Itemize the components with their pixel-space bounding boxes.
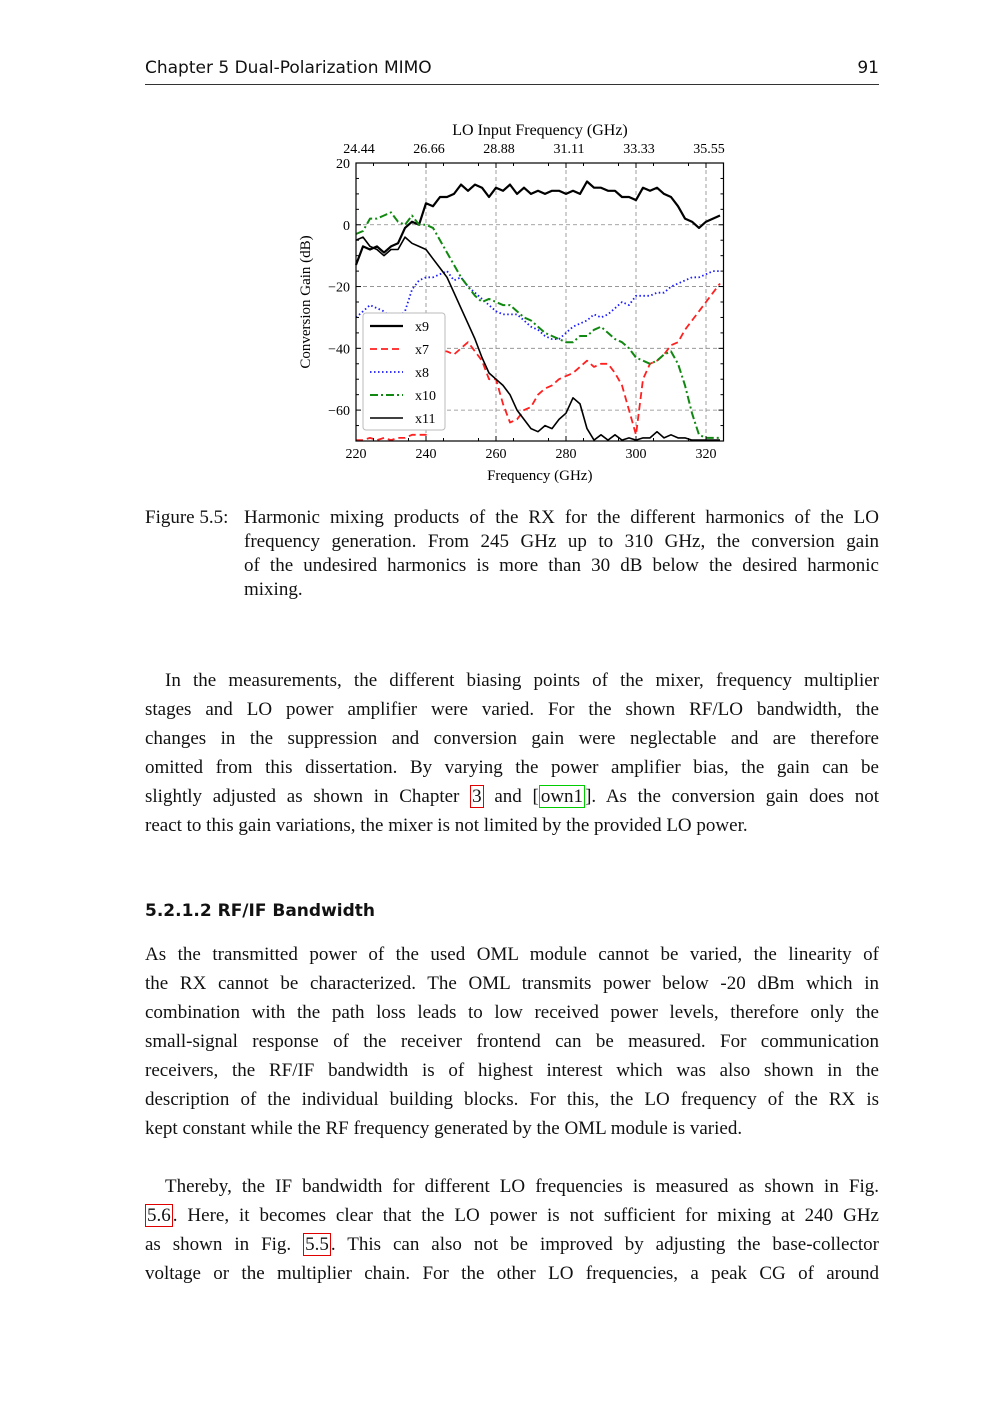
text-line (145, 786, 879, 808)
y-tick-label: −40 (328, 342, 350, 358)
caption-line: of the undesired harmonics is more than 30 dB below the desired harmonic (244, 555, 879, 576)
x-tick-label: 240 (415, 447, 437, 462)
x-tick-label: 320 (695, 447, 717, 462)
running-header-chapter: Chapter 5 Dual-Polarization MIMO (145, 58, 432, 78)
text: ]. As the conversion gain does not (585, 786, 879, 807)
figure-label: Figure 5.5: (145, 507, 229, 528)
text-line (145, 1234, 879, 1256)
top-x-axis-label: LO Input Frequency (GHz) (452, 122, 628, 139)
legend-label: x9 (415, 320, 429, 335)
top-x-tick-label: 28.88 (483, 142, 515, 157)
caption-line: mixing. (244, 579, 303, 600)
text-line: Thereby, the IF bandwidth for different LO frequencies is measured as shown in Fig. (165, 1176, 879, 1197)
text-line: changes in the suppression and conversion gain were neglectable and are therefore (145, 728, 879, 749)
text-line: As the transmitted power of the used OML module cannot be varied, the linearity of (145, 944, 879, 965)
y-tick-label: −20 (328, 280, 350, 296)
text: . This can also not be improved by adjusting the base-collector (330, 1234, 879, 1255)
y-tick-label: −60 (328, 404, 350, 420)
text: as shown in Fig. (145, 1234, 304, 1255)
text-line: the RX cannot be characterized. The OML transmits power below -20 dBm which in (145, 973, 879, 994)
page-number: 91 (857, 58, 879, 78)
text-line: small-signal response of the receiver frontend can be measured. For communication (145, 1031, 879, 1052)
text-line: description of the individual building blocks. For this, the LO frequency of the RX is (145, 1089, 879, 1110)
y-tick-label: 0 (343, 218, 350, 234)
x-tick-label: 260 (485, 447, 507, 462)
y-tick-label: 20 (336, 157, 350, 172)
text: . Here, it becomes clear that the LO power is not sufficient for mixing at 240 GHz (172, 1205, 879, 1226)
top-x-tick-label: 33.33 (623, 142, 655, 157)
x-tick-label: 280 (555, 447, 577, 462)
text-line: receivers, the RF/IF bandwidth is of highest interest which was also shown in the (145, 1060, 879, 1081)
x-tick-label: 300 (625, 447, 647, 462)
text-line: stages and LO power amplifier were varied. For the shown RF/LO bandwidth, the (145, 699, 879, 720)
section-heading: 5.2.1.2 RF/IF Bandwidth (145, 901, 376, 921)
text-line: combination with the path loss leads to low received power levels, therefore only the (145, 1002, 879, 1023)
text-line: In the measurements, the different biasing points of the mixer, frequency multiplier (165, 670, 879, 691)
chapter-3-link[interactable]: 3 (472, 786, 482, 807)
legend-label: x11 (415, 412, 436, 427)
text: and [ (483, 786, 539, 807)
text-line: react to this gain variations, the mixer is not limited by the provided LO power. (145, 815, 748, 836)
figure-5-5-link[interactable]: 5.5 (305, 1234, 329, 1255)
legend-label: x8 (415, 366, 429, 381)
x-axis-label: Frequency (GHz) (487, 468, 593, 484)
citation-own1-link[interactable]: own1 (540, 786, 584, 807)
text-line: omitted from this dissertation. By varying the power amplifier bias, the gain can be (145, 757, 879, 778)
top-x-tick-label: 24.44 (343, 142, 375, 157)
series-line-x9 (356, 182, 720, 265)
caption-line: frequency generation. From 245 GHz up to 310 GHz, the conversion gain (244, 531, 879, 552)
legend-label: x10 (415, 389, 436, 404)
text: slightly adjusted as shown in Chapter (145, 786, 471, 807)
y-axis-label: Conversion Gain (dB) (298, 235, 314, 369)
conversion-gain-chart (0, 0, 1000, 500)
text-line: voltage or the multiplier chain. For the other LO frequencies, a peak CG of around (145, 1263, 879, 1284)
legend-label: x7 (415, 343, 429, 358)
top-x-tick-label: 31.11 (553, 142, 585, 157)
text-line (145, 1205, 879, 1227)
figure-5-6-link[interactable]: 5.6 (147, 1205, 171, 1226)
caption-line: Harmonic mixing products of the RX for the different harmonics of the LO (244, 507, 879, 528)
top-x-tick-label: 26.66 (413, 142, 445, 157)
x-tick-label: 220 (345, 447, 367, 462)
top-x-tick-label: 35.55 (693, 142, 725, 157)
text-line: kept constant while the RF frequency generated by the OML module is varied. (145, 1118, 743, 1139)
